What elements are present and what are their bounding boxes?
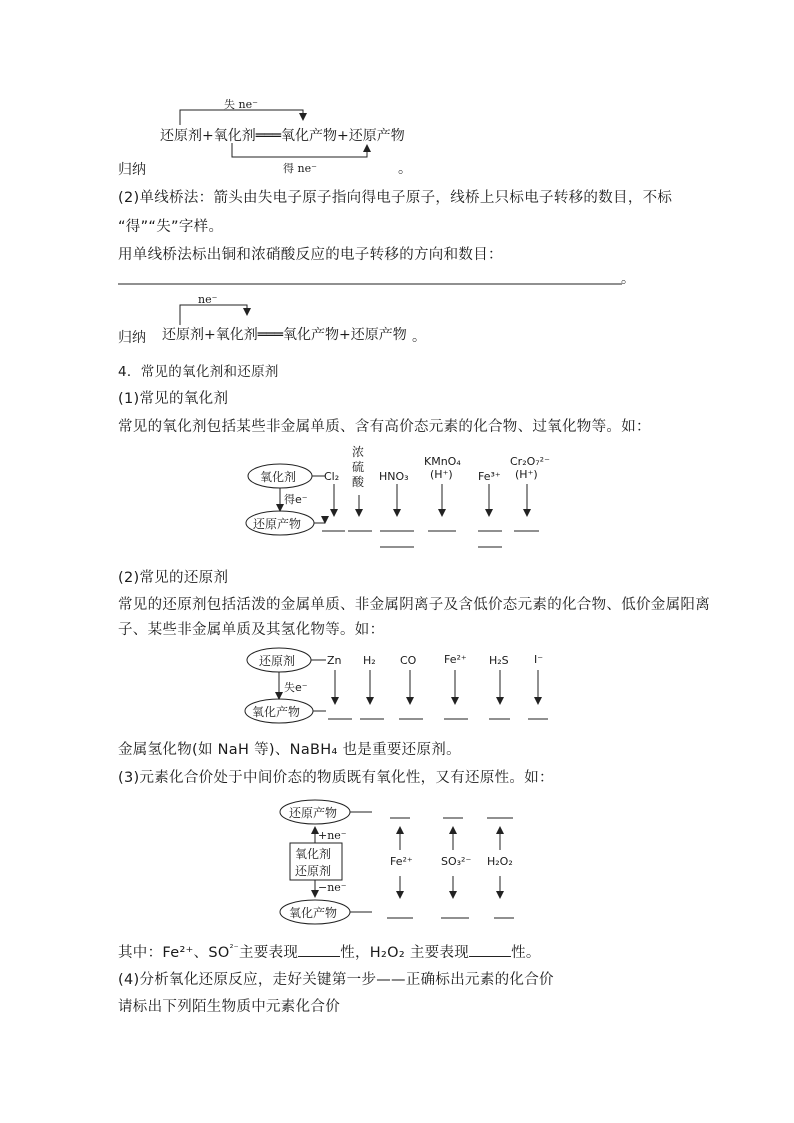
bridge1-bottom-label: 得 ne⁻: [283, 162, 317, 175]
qa-blank-2[interactable]: [469, 942, 511, 957]
sec4-task4: 请标出下列陌生物质中元素化合价: [118, 999, 340, 1015]
oxidant-item-cr2o7: Cr₂O₇²⁻: [510, 455, 550, 468]
oxidant-item-fe3: Fe³⁺: [478, 470, 501, 483]
middle-up-label: +ne⁻: [318, 829, 347, 842]
reductant-item-h2: H₂: [363, 654, 376, 667]
bridge1-top-arrow: [180, 110, 303, 125]
bridge1-period: 。: [398, 161, 412, 177]
bridge2-period: 。: [412, 329, 426, 345]
reductant-item-h2s: H₂S: [489, 654, 509, 667]
reductant-item-zn: Zn: [327, 654, 342, 667]
sec4-desc2b: 子、某些非金属单质及其氢化物等。如：: [118, 622, 385, 638]
sec4-title: 4．常见的氧化剂和还原剂: [118, 364, 279, 380]
bridge2-top-label: ne⁻: [198, 293, 218, 306]
oxidant-item-hno3: HNO₃: [379, 470, 409, 483]
oxidant-item-suan: 酸: [352, 475, 365, 489]
oxidant-item-cl2: Cl₂: [324, 470, 340, 483]
bridge2-equation: 还原剂+氧化剂═══氧化产物+还原产物: [162, 327, 407, 343]
oxidant-item-kmno4: KMnO₄: [424, 455, 461, 468]
reductant-item-i: I⁻: [534, 653, 544, 666]
qa-part2: ²⁻: [229, 943, 239, 955]
reductant-item-co: CO: [400, 654, 417, 667]
bridge1-guina: 归纳: [118, 162, 146, 178]
qa-part1: 其中：Fe²⁺、SO: [118, 945, 230, 961]
sec4-desc2a: 常见的还原剂包括活泼的金属单质、非金属阴离子及含低价态元素的化合物、低价金属阳离: [118, 597, 710, 613]
middle-item-fe2: Fe²⁺: [390, 855, 413, 868]
bridge1-equation: 还原剂+氧化剂═══氧化产物+还原产物: [160, 128, 405, 144]
bridge1-bottom-arrow: [232, 143, 367, 157]
middle-bottom-node: 氧化产物: [289, 906, 338, 920]
reductant-top-node: 还原剂: [259, 654, 296, 668]
sec4-sub1: (1)常见的氧化剂: [118, 391, 229, 407]
oxidant-top-node: 氧化剂: [260, 470, 297, 484]
oxidant-edge-label: 得e⁻: [284, 493, 308, 506]
s2-task-end: 。: [621, 271, 635, 287]
reductant-bottom-node: 氧化产物: [252, 705, 301, 719]
reductant-item-fe2: Fe²⁺: [444, 653, 467, 666]
oxidant-item-cr2o7-h: (H⁺): [515, 468, 538, 481]
middle-item-h2o2: H₂O₂: [487, 855, 513, 868]
s2-heading: (2)单线桥法：箭头由失电子原子指向得电子原子，线桥上只标电子转移的数目，不标: [118, 190, 673, 206]
sec4-note: 金属氢化物(如 NaH 等)、NaBH₄ 也是重要还原剂。: [118, 742, 461, 758]
s2-heading-cont: “得”“失”字样。: [118, 219, 224, 235]
qa-part4: 性，H₂O₂ 主要表现: [340, 945, 470, 961]
sec4-desc1: 常见的氧化剂包括某些非金属单质、含有高价态元素的化合物、过氧化物等。如：: [118, 419, 651, 435]
middle-node-oxidant: 氧化剂: [295, 847, 332, 861]
middle-top-node: 还原产物: [289, 806, 338, 820]
qa-part5: 性。: [511, 945, 541, 961]
oxidant-bottom-node: 还原产物: [253, 517, 302, 531]
bridge2-guina: 归纳: [118, 330, 146, 346]
bridge1-top-label: 失 ne⁻: [224, 98, 258, 111]
oxidant-item-nong: 浓: [352, 445, 365, 459]
bridge2-arrow: [180, 305, 247, 325]
oxidant-item-liu: 硫: [352, 460, 365, 474]
qa-part3: 主要表现: [239, 945, 299, 961]
sec4-sub3: (3)元素化合价处于中间价态的物质既有氧化性，又有还原性。如：: [118, 770, 554, 786]
middle-item-so3: SO₃²⁻: [441, 855, 472, 868]
reductant-edge-label: 失e⁻: [284, 681, 308, 694]
sec4-qa: [118, 941, 541, 962]
sec4-sub4: (4)分析氧化还原反应，走好关键第一步——正确标出元素的化合价: [118, 972, 554, 988]
middle-down-label: −ne⁻: [318, 881, 347, 894]
s2-task: 用单线桥法标出铜和浓硝酸反应的电子转移的方向和数目：: [118, 247, 503, 263]
qa-blank-1[interactable]: [298, 942, 340, 957]
sec4-sub2: (2)常见的还原剂: [118, 570, 229, 586]
middle-node-reductant: 还原剂: [295, 864, 332, 878]
oxidant-item-kmno4-h: (H⁺): [430, 468, 453, 481]
